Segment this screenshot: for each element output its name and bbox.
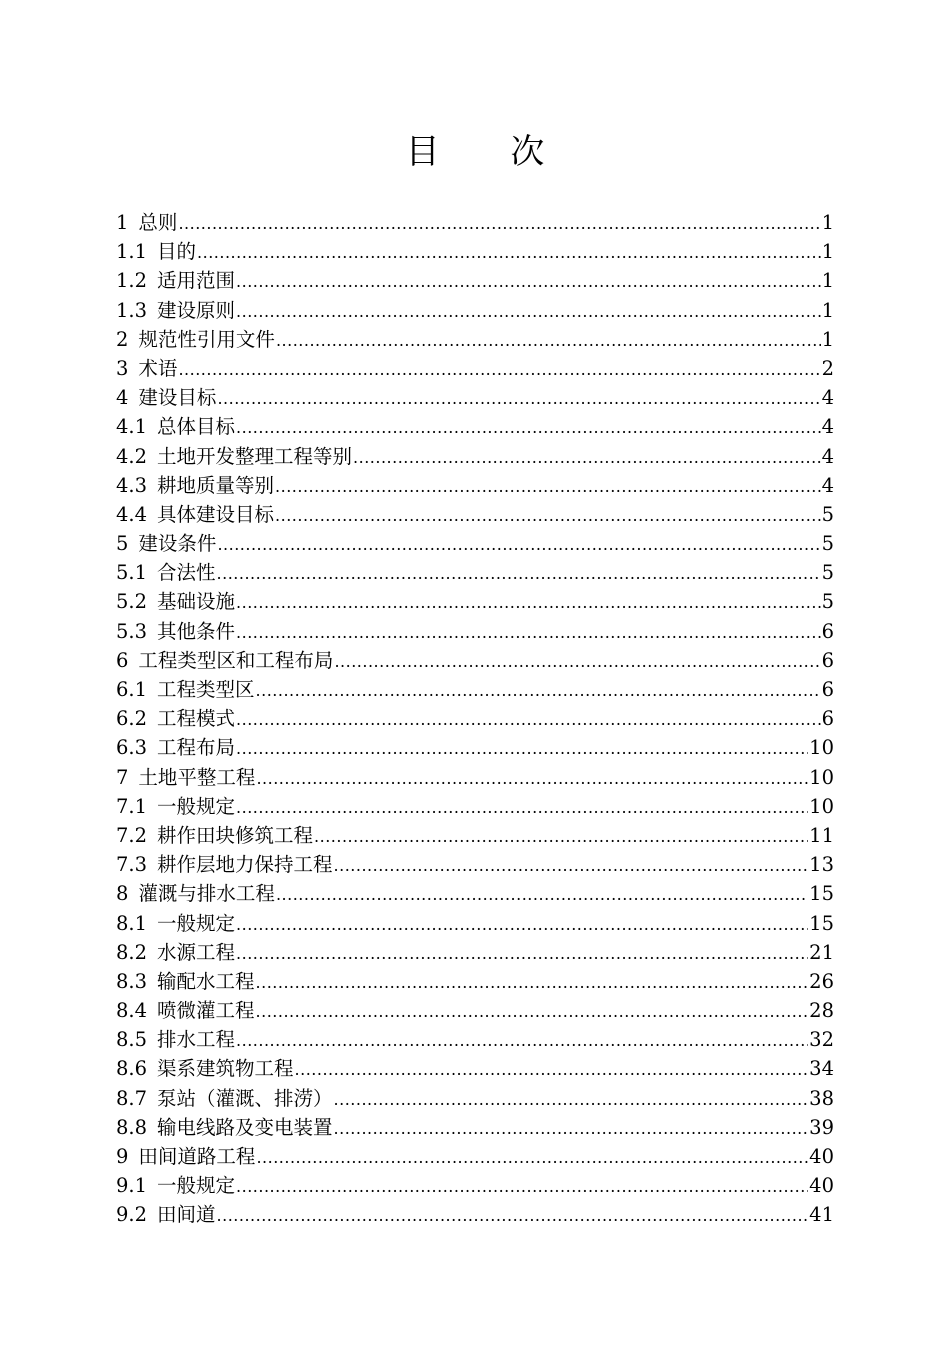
toc-dot-leader <box>178 354 820 383</box>
toc-entry-number: 1.1 <box>116 240 148 264</box>
toc-entry[interactable] <box>116 675 834 704</box>
toc-entry-title: 排水工程 <box>157 1028 236 1052</box>
toc-entry-title: 输电线路及变电装置 <box>157 1115 333 1139</box>
toc-entry-number: 4.3 <box>116 473 148 497</box>
toc-entry-page-number: 1 <box>821 269 834 293</box>
toc-entry-page-number: 6 <box>821 678 834 701</box>
toc-entry-page-number: 38 <box>809 1086 834 1110</box>
toc-entry-title: 总体目标 <box>157 415 236 439</box>
toc-entry[interactable] <box>116 383 834 412</box>
toc-entry[interactable] <box>116 1171 834 1200</box>
toc-entry-number: 6.1 <box>116 678 148 701</box>
toc-entry-title: 田间道 <box>157 1203 216 1227</box>
toc-entry[interactable] <box>116 500 834 529</box>
toc-entry[interactable] <box>116 296 834 325</box>
toc-entry-title: 耕地质量等别 <box>157 473 275 497</box>
toc-entry[interactable] <box>116 733 834 762</box>
toc-entry-number: 4.1 <box>116 415 148 439</box>
toc-dot-leader <box>256 1142 808 1171</box>
toc-dot-leader <box>334 850 809 879</box>
toc-entry-number: 8.7 <box>116 1086 148 1110</box>
toc-entry-title: 工程类型区 <box>157 678 255 701</box>
toc-dot-leader <box>217 1200 809 1229</box>
toc-entry-number: 1.3 <box>116 298 148 322</box>
toc-entry[interactable] <box>116 617 834 646</box>
toc-entry[interactable] <box>116 471 834 500</box>
toc-entry-title: 适用范围 <box>157 269 236 293</box>
toc-entry-page-number: 21 <box>809 940 834 964</box>
toc-entry-number: 5 <box>116 532 129 556</box>
toc-entry-title: 工程布局 <box>157 736 236 760</box>
table-of-contents <box>116 208 834 1230</box>
toc-entry-title: 合法性 <box>157 561 216 585</box>
toc-entry-page-number: 40 <box>809 1174 834 1198</box>
toc-entry-number: 6 <box>116 648 129 672</box>
toc-dot-leader <box>236 412 821 441</box>
toc-entry[interactable] <box>116 1084 834 1113</box>
toc-entry-title: 灌溉与排水工程 <box>138 882 275 906</box>
toc-entry-title: 土地平整工程 <box>138 765 256 789</box>
toc-entry-title: 其他条件 <box>157 619 236 643</box>
toc-entry[interactable] <box>116 529 834 558</box>
toc-entry-page-number: 32 <box>809 1028 834 1052</box>
toc-entry-number: 1 <box>116 211 129 234</box>
toc-dot-leader <box>236 587 821 616</box>
toc-entry-number: 7.2 <box>116 823 148 847</box>
toc-entry-title: 一般规定 <box>157 911 236 935</box>
toc-entry-number: 4 <box>116 386 129 410</box>
toc-entry-title: 一般规定 <box>157 794 236 818</box>
toc-entry[interactable] <box>116 1054 834 1083</box>
toc-entry-number: 5.2 <box>116 590 148 614</box>
toc-entry-number: 8.1 <box>116 911 148 935</box>
toc-dot-leader <box>236 909 808 938</box>
toc-dot-leader <box>236 938 808 967</box>
toc-entry-page-number: 10 <box>809 736 834 760</box>
toc-entry-page-number: 34 <box>809 1057 834 1081</box>
toc-entry-title: 规范性引用文件 <box>138 327 275 351</box>
toc-entry-number: 9.1 <box>116 1174 148 1198</box>
toc-entry-title: 术语 <box>138 356 178 380</box>
toc-entry-number: 9.2 <box>116 1203 148 1227</box>
toc-entry-title: 建设条件 <box>138 532 217 556</box>
toc-entry-number: 1.2 <box>116 269 148 293</box>
toc-entry-page-number: 6 <box>821 648 834 672</box>
toc-entry-page-number: 1 <box>821 298 834 322</box>
toc-entry-title: 泵站（灌溉、排涝） <box>157 1086 333 1110</box>
toc-entry-number: 8.8 <box>116 1115 148 1139</box>
toc-entry[interactable] <box>116 850 834 879</box>
toc-entry[interactable] <box>116 763 834 792</box>
toc-entry-title: 目的 <box>157 240 197 264</box>
toc-entry[interactable] <box>116 442 834 471</box>
toc-dot-leader <box>236 266 821 295</box>
toc-dot-leader <box>217 558 821 587</box>
toc-entry-page-number: 4 <box>821 386 834 410</box>
toc-entry-page-number: 1 <box>821 327 834 351</box>
toc-dot-leader <box>236 704 821 733</box>
toc-entry-title: 建设目标 <box>138 386 217 410</box>
toc-dot-leader <box>236 617 821 646</box>
toc-entry-number: 5.3 <box>116 619 148 643</box>
toc-dot-leader <box>217 529 820 558</box>
toc-entry-title: 建设原则 <box>157 298 236 322</box>
toc-entry-page-number: 40 <box>809 1145 834 1168</box>
toc-entry-title: 土地开发整理工程等别 <box>157 444 353 468</box>
toc-entry-page-number: 10 <box>809 765 834 789</box>
toc-entry-title: 耕作层地力保持工程 <box>157 853 333 877</box>
toc-entry[interactable] <box>116 938 834 967</box>
toc-entry-number: 5.1 <box>116 561 148 585</box>
toc-entry-page-number: 4 <box>821 473 834 497</box>
toc-entry[interactable] <box>116 909 834 938</box>
toc-entry-number: 7 <box>116 765 129 789</box>
toc-entry-page-number: 26 <box>809 969 834 993</box>
toc-entry-number: 2 <box>116 327 129 351</box>
toc-entry-page-number: 15 <box>809 882 834 906</box>
toc-entry[interactable] <box>116 354 834 383</box>
toc-entry-title: 田间道路工程 <box>138 1145 256 1168</box>
toc-entry-page-number: 2 <box>821 356 834 380</box>
toc-entry-title: 耕作田块修筑工程 <box>157 823 314 847</box>
toc-entry[interactable] <box>116 587 834 616</box>
toc-entry-number: 8.3 <box>116 969 148 993</box>
toc-entry-title: 喷微灌工程 <box>157 999 255 1023</box>
toc-entry[interactable] <box>116 266 834 295</box>
toc-entry-page-number: 15 <box>809 911 834 935</box>
toc-entry[interactable] <box>116 1200 834 1229</box>
toc-dot-leader <box>236 1025 808 1054</box>
toc-entry-number: 7.1 <box>116 794 148 818</box>
toc-entry[interactable] <box>116 325 834 354</box>
toc-dot-leader <box>295 1054 809 1083</box>
toc-entry[interactable] <box>116 1113 834 1142</box>
toc-entry-page-number: 4 <box>821 415 834 439</box>
toc-entry[interactable] <box>116 821 834 850</box>
toc-entry-title: 基础设施 <box>157 590 236 614</box>
toc-dot-leader <box>236 296 821 325</box>
toc-entry-page-number: 5 <box>821 590 834 614</box>
toc-entry-page-number: 11 <box>809 823 834 847</box>
toc-dot-leader <box>334 646 820 675</box>
toc-dot-leader <box>275 500 821 529</box>
toc-dot-leader <box>314 821 808 850</box>
toc-dot-leader <box>178 208 820 237</box>
toc-entry[interactable] <box>116 558 834 587</box>
toc-dot-leader <box>353 442 821 471</box>
toc-entry-number: 7.3 <box>116 853 148 877</box>
toc-entry-page-number: 4 <box>821 444 834 468</box>
toc-entry-page-number: 1 <box>821 240 834 264</box>
toc-entry[interactable] <box>116 792 834 821</box>
toc-dot-leader <box>256 763 808 792</box>
toc-entry-number: 4.4 <box>116 502 148 526</box>
toc-dot-leader <box>236 733 808 762</box>
toc-dot-leader <box>256 996 809 1025</box>
toc-dot-leader <box>256 675 821 704</box>
toc-dot-leader <box>334 1113 809 1142</box>
toc-entry-number: 8.5 <box>116 1028 148 1052</box>
toc-entry-page-number: 28 <box>809 999 834 1023</box>
toc-entry-page-number: 39 <box>809 1115 834 1139</box>
toc-entry[interactable] <box>116 704 834 733</box>
toc-entry[interactable] <box>116 1142 834 1171</box>
toc-entry-number: 8.2 <box>116 940 148 964</box>
toc-entry-page-number: 1 <box>821 211 834 234</box>
toc-dot-leader <box>276 879 808 908</box>
toc-entry-page-number: 13 <box>809 853 834 877</box>
toc-entry-title: 总则 <box>138 211 178 234</box>
toc-entry[interactable] <box>116 208 834 237</box>
toc-entry-title: 工程模式 <box>157 707 236 731</box>
toc-entry-number: 6.2 <box>116 707 148 731</box>
toc-entry-number: 3 <box>116 356 129 380</box>
toc-entry-page-number: 5 <box>821 561 834 585</box>
toc-dot-leader <box>236 792 808 821</box>
toc-dot-leader <box>236 1171 808 1200</box>
toc-entry-number: 8.4 <box>116 999 148 1023</box>
toc-dot-leader <box>197 237 821 266</box>
toc-entry-title: 一般规定 <box>157 1174 236 1198</box>
toc-entry[interactable] <box>116 237 834 266</box>
toc-entry[interactable] <box>116 412 834 441</box>
toc-dot-leader <box>275 471 821 500</box>
toc-entry-title: 输配水工程 <box>157 969 255 993</box>
toc-entry-page-number: 5 <box>821 502 834 526</box>
toc-entry[interactable] <box>116 967 834 996</box>
toc-entry[interactable] <box>116 1025 834 1054</box>
toc-dot-leader <box>217 383 820 412</box>
toc-dot-leader <box>256 967 809 996</box>
toc-entry-page-number: 5 <box>821 532 834 556</box>
toc-entry-number: 8 <box>116 882 129 906</box>
toc-dot-leader <box>334 1084 809 1113</box>
toc-entry-page-number: 6 <box>821 707 834 731</box>
toc-entry-page-number: 41 <box>809 1203 834 1227</box>
toc-entry-title: 渠系建筑物工程 <box>157 1057 294 1081</box>
page-title: 目 次 <box>405 132 575 172</box>
toc-entry-page-number: 6 <box>821 619 834 643</box>
toc-entry-number: 9 <box>116 1145 129 1168</box>
toc-entry[interactable] <box>116 646 834 675</box>
toc-entry-title: 工程类型区和工程布局 <box>138 648 334 672</box>
toc-entry[interactable] <box>116 879 834 908</box>
toc-entry-number: 8.6 <box>116 1057 148 1081</box>
toc-dot-leader <box>276 325 821 354</box>
toc-entry-number: 4.2 <box>116 444 148 468</box>
toc-entry-title: 具体建设目标 <box>157 502 275 526</box>
toc-entry-number: 6.3 <box>116 736 148 760</box>
toc-entry[interactable] <box>116 996 834 1025</box>
toc-entry-page-number: 10 <box>809 794 834 818</box>
toc-entry-title: 水源工程 <box>157 940 236 964</box>
